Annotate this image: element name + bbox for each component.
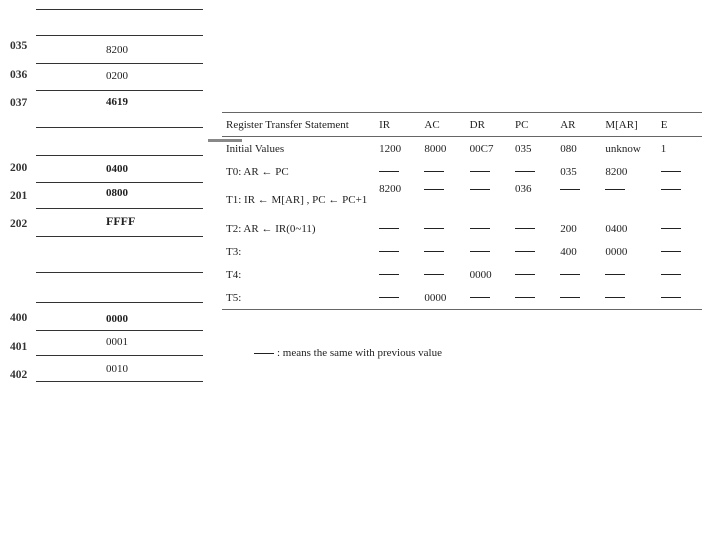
memory-address: 201 xyxy=(10,190,28,202)
value-cell: 1 xyxy=(660,142,667,155)
same-value-cell xyxy=(420,183,465,217)
column-header: E xyxy=(657,113,702,137)
same-value-cell xyxy=(375,240,420,263)
memory-value: 0010 xyxy=(106,363,128,375)
same-value-dash-icon xyxy=(379,297,399,298)
column-header: M[AR] xyxy=(601,113,656,137)
memory-map xyxy=(0,0,210,400)
same-value-dash-icon xyxy=(470,171,490,172)
same-value-dash-icon xyxy=(379,171,399,172)
same-value-dash-icon xyxy=(424,171,444,172)
same-value-cell xyxy=(420,160,465,183)
memory-value: 4619 xyxy=(106,96,128,108)
memory-value: 0800 xyxy=(106,187,128,199)
same-value-dash-icon xyxy=(470,251,490,252)
same-value-dash-icon xyxy=(560,297,580,298)
column-header: PC xyxy=(511,113,556,137)
memory-address: 036 xyxy=(10,69,28,81)
same-value-dash-icon xyxy=(379,274,399,275)
same-value-cell xyxy=(511,263,556,286)
statement-cell: Initial Values xyxy=(226,142,285,155)
value-cell: 0000 xyxy=(469,268,492,281)
memory-address: 400 xyxy=(10,312,28,324)
same-value-cell xyxy=(375,286,420,310)
memory-divider xyxy=(36,63,203,64)
value-cell: 0000 xyxy=(420,286,465,310)
same-value-cell xyxy=(420,263,465,286)
table-row xyxy=(222,137,702,161)
same-value-cell xyxy=(466,217,511,240)
memory-value: 0200 xyxy=(106,70,128,82)
memory-address: 202 xyxy=(10,218,28,230)
value-cell: 8200 xyxy=(379,183,402,195)
same-value-dash-icon xyxy=(605,297,625,298)
memory-value: 8200 xyxy=(106,44,128,56)
same-value-dash-icon xyxy=(424,189,444,190)
same-value-dash-icon xyxy=(661,274,681,275)
value-cell: 1200 xyxy=(379,142,402,155)
same-value-dash-icon xyxy=(515,251,535,252)
same-value-cell xyxy=(657,263,702,286)
value-cell: 035 xyxy=(560,165,577,178)
same-value-cell xyxy=(601,263,656,286)
statement-cell: T4: xyxy=(226,268,242,281)
value-cell: 036 xyxy=(515,183,532,195)
same-value-cell xyxy=(375,217,420,240)
same-value-cell xyxy=(420,240,465,263)
table-row xyxy=(222,240,702,263)
memory-address: 035 xyxy=(10,40,28,52)
memory-divider xyxy=(36,90,203,91)
same-value-dash-icon xyxy=(470,189,490,190)
statement-cell: T2: AR ← IR(0~11) xyxy=(226,222,316,235)
same-value-dash-icon xyxy=(379,251,399,252)
same-value-dash-icon xyxy=(661,189,681,190)
memory-address: 037 xyxy=(10,97,28,109)
memory-value: 0400 xyxy=(106,163,128,175)
column-header: AR xyxy=(556,113,601,137)
memory-divider xyxy=(36,35,203,36)
same-value-dash-icon xyxy=(424,274,444,275)
memory-divider xyxy=(36,155,203,156)
memory-divider xyxy=(36,236,203,237)
same-value-dash-icon xyxy=(254,353,274,354)
same-value-cell xyxy=(657,240,702,263)
statement-cell: T5: xyxy=(222,286,375,310)
column-header: IR xyxy=(375,113,420,137)
memory-divider xyxy=(36,302,203,303)
same-value-dash-icon xyxy=(661,297,681,298)
same-value-dash-icon xyxy=(515,297,535,298)
same-value-cell xyxy=(466,240,511,263)
value-cell: 8200 xyxy=(605,165,628,178)
memory-address: 401 xyxy=(10,341,28,353)
memory-address: 402 xyxy=(10,369,28,381)
column-header: AC xyxy=(420,113,465,137)
same-value-cell xyxy=(375,160,420,183)
legend-text: : means the same with previous value xyxy=(277,347,442,359)
same-value-dash-icon xyxy=(515,228,535,229)
same-value-cell xyxy=(556,286,601,310)
same-value-cell xyxy=(601,286,656,310)
value-cell: unknow xyxy=(605,142,641,155)
same-value-cell xyxy=(511,217,556,240)
memory-divider xyxy=(36,381,203,382)
same-value-cell xyxy=(511,160,556,183)
same-value-dash-icon xyxy=(661,171,681,172)
same-value-cell xyxy=(375,263,420,286)
same-value-cell xyxy=(466,183,511,217)
same-value-dash-icon xyxy=(379,228,399,229)
register-transfer-table xyxy=(222,112,702,310)
value-cell: 035 xyxy=(515,142,532,155)
same-value-cell xyxy=(657,217,702,240)
same-value-cell xyxy=(466,160,511,183)
same-value-dash-icon xyxy=(470,228,490,229)
same-value-cell xyxy=(511,286,556,310)
same-value-cell xyxy=(511,240,556,263)
memory-divider xyxy=(36,182,203,183)
memory-divider xyxy=(36,272,203,273)
same-value-cell xyxy=(657,286,702,310)
memory-divider xyxy=(36,330,203,331)
memory-divider xyxy=(36,208,203,209)
same-value-cell xyxy=(556,183,601,217)
column-header: Register Transfer Statement xyxy=(222,113,375,137)
value-cell: 00C7 xyxy=(469,142,494,155)
memory-divider xyxy=(36,355,203,356)
value-cell: 080 xyxy=(560,142,577,155)
same-value-cell xyxy=(657,183,702,217)
same-value-cell xyxy=(601,183,656,217)
same-value-cell xyxy=(657,160,702,183)
same-value-cell xyxy=(556,263,601,286)
memory-divider xyxy=(36,9,203,10)
same-value-cell xyxy=(466,286,511,310)
table-row xyxy=(222,160,702,183)
memory-value: FFFF xyxy=(106,214,136,228)
table-row xyxy=(222,286,702,310)
value-cell: 200 xyxy=(560,222,577,235)
memory-address: 200 xyxy=(10,162,28,174)
memory-divider xyxy=(36,127,203,128)
same-value-dash-icon xyxy=(560,274,580,275)
memory-value: 0000 xyxy=(106,313,128,325)
statement-cell: T0: AR ← PC xyxy=(226,165,289,178)
column-header: DR xyxy=(466,113,511,137)
statement-cell: T1: IR ← M[AR] , PC ← PC+1 xyxy=(226,194,368,206)
table-row xyxy=(222,183,702,217)
value-cell: 400 xyxy=(560,245,577,258)
same-value-dash-icon xyxy=(661,251,681,252)
table-row xyxy=(222,217,702,240)
value-cell: 0400 xyxy=(605,222,628,235)
same-value-dash-icon xyxy=(424,228,444,229)
table-header-row xyxy=(222,113,702,137)
same-value-dash-icon xyxy=(605,274,625,275)
same-value-dash-icon xyxy=(515,171,535,172)
same-value-dash-icon xyxy=(560,189,580,190)
statement-cell: T3: xyxy=(226,245,242,258)
table-row xyxy=(222,263,702,286)
value-cell: 0000 xyxy=(605,245,628,258)
legend xyxy=(254,347,442,359)
value-cell: 8000 xyxy=(424,142,447,155)
same-value-cell xyxy=(420,217,465,240)
same-value-dash-icon xyxy=(661,228,681,229)
same-value-dash-icon xyxy=(470,297,490,298)
same-value-dash-icon xyxy=(515,274,535,275)
same-value-dash-icon xyxy=(424,251,444,252)
memory-value: 0001 xyxy=(106,336,128,348)
same-value-dash-icon xyxy=(605,189,625,190)
